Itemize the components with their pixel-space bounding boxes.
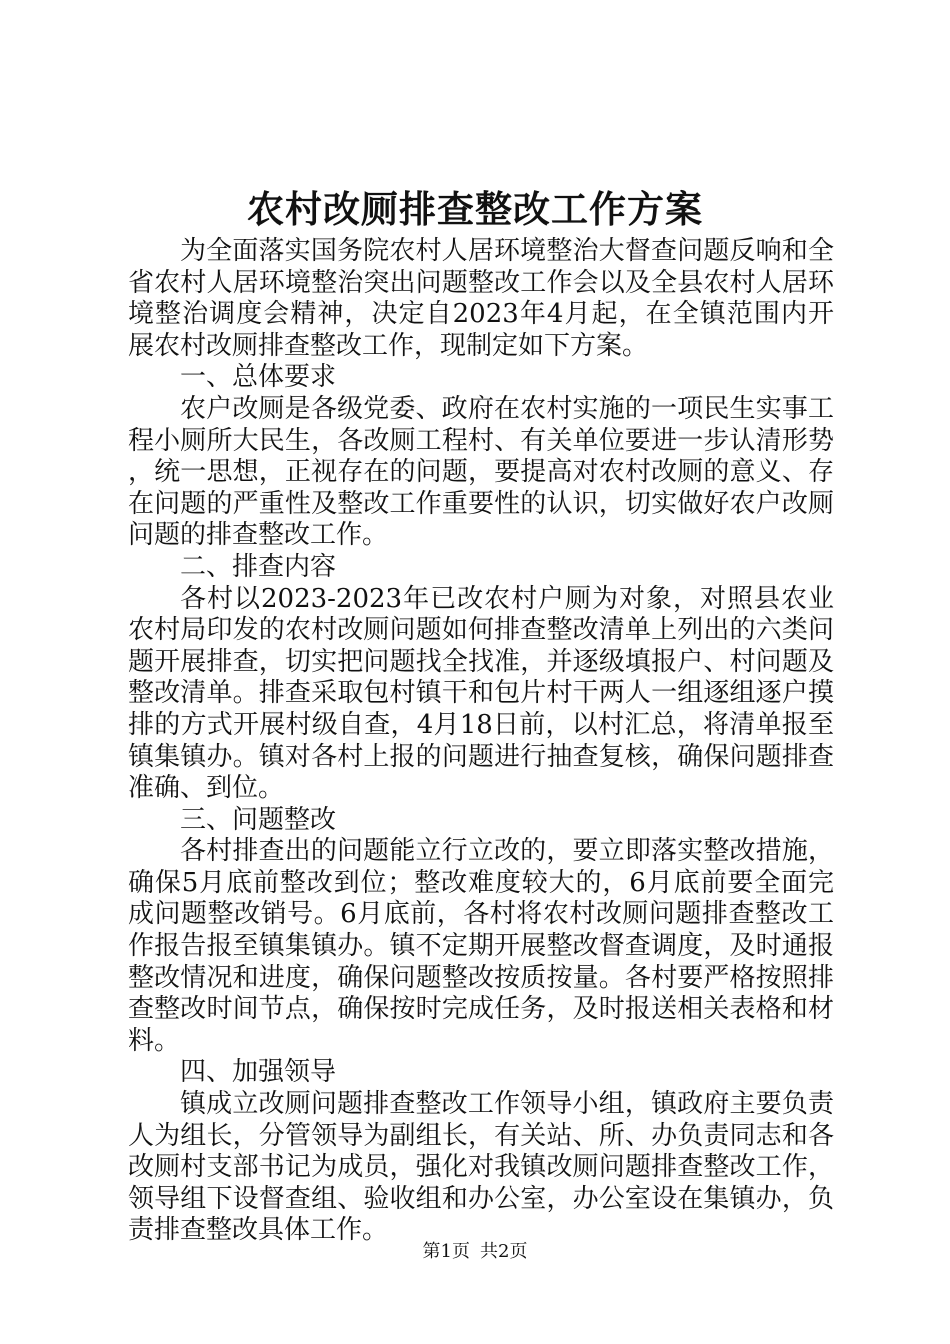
problem-rectification-paragraph: 各村排查出的问题能立行立改的，要立即落实整改措施，确保5月底前整改到位；整改难度较大的，6月底前要全面完成问题整改销号。6月底前，各村将农村改厕问题排查整改工作报告报至镇集镇办。镇不定期开展整改督查调度，及时通报整改情况和进度，确保问题整改按质按量。各村要严格按照排查整改时间节点，确保按时完成任务，及时报送相关表格和材料。 xyxy=(128,836,834,1056)
page-number: 第1页 xyxy=(422,1241,470,1262)
strengthen-leadership-paragraph: 镇成立改厕问题排查整改工作领导小组，镇政府主要负责人为组长，分管领导为副组长，有关站、所、办负责同志和各改厕村支部书记为成员，强化对我镇改厕问题排查整改工作，领导组下设督查组、验收组和办公室，办公室设在集镇办，负责排查整改具体工作。 xyxy=(128,1089,834,1246)
document-title: 农村改厕排查整改工作方案 xyxy=(247,187,703,231)
section-heading-inspection-content: 二、排查内容 xyxy=(180,551,337,582)
page-total: 共2页 xyxy=(480,1241,528,1262)
inspection-content-paragraph: 各村以2023-2023年已改农村户厕为对象，对照县农业农村局印发的农村改厕问题如何排查整改清单上列出的六类问题开展排查，切实把问题找全找准，并逐级填报户、村问题及整改清单。排查采取包村镇干和包片村干两人一组逐组逐户摸排的方式开展村级自查，4月18日前，以村汇总，将清单报至镇集镇办。镇对各村上报的问题进行抽查复核，确保问题排查准确、到位。 xyxy=(128,583,834,804)
section-heading-problem-rectification: 三、问题整改 xyxy=(180,804,337,835)
general-requirements-paragraph: 农户改厕是各级党委、政府在农村实施的一项民生实事工程小厕所大民生，各改厕工程村、有关单位要进一步认清形势，统一思想，正视存在的问题，要提高对农村改厕的意义、存在问题的严重性及整改工作重要性的认识，切实做好农户改厕问题的排查整改工作。 xyxy=(128,393,834,551)
page-footer xyxy=(0,1240,950,1264)
section-heading-strengthen-leadership: 四、加强领导 xyxy=(180,1057,337,1088)
section-heading-general-requirements: 一、总体要求 xyxy=(180,362,337,393)
intro-paragraph: 为全面落实国务院农村人居环境整治大督查问题反响和全省农村人居环境整治突出问题整改工作会以及全县农村人居环境整治调度会精神，决定自2023年4月起，在全镇范围内开展农村改厕排查整改工作，现制定如下方案。 xyxy=(128,236,834,361)
document-body xyxy=(128,236,834,1247)
